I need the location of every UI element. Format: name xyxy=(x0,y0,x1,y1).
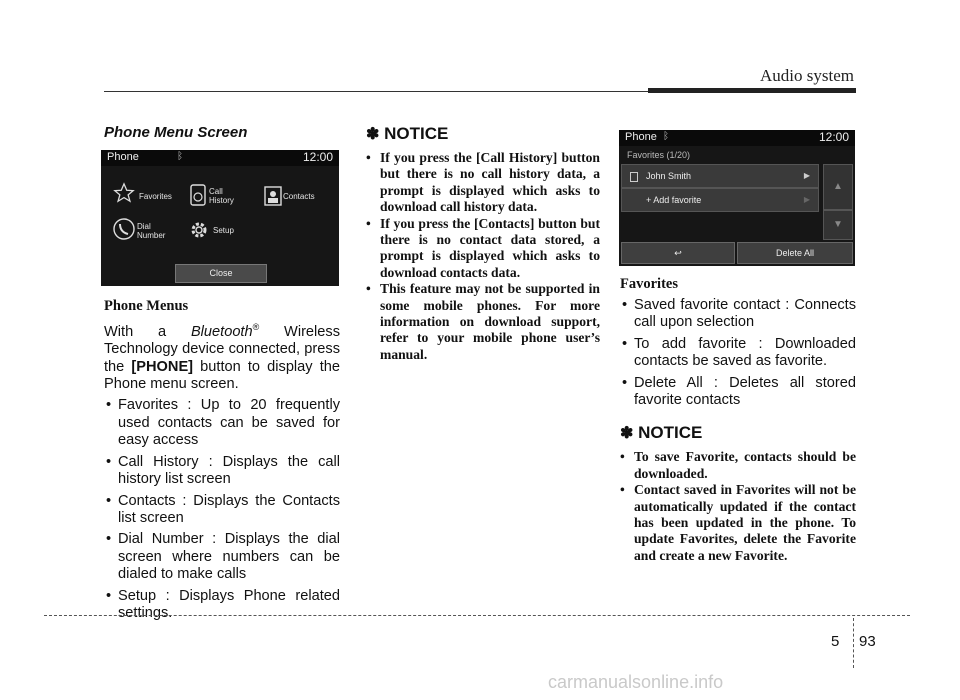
middle-column xyxy=(366,124,600,363)
favorites-count: Favorites (1/20) xyxy=(627,150,691,160)
menu-bullet-list xyxy=(104,397,340,622)
favorites-screenshot xyxy=(619,130,855,266)
list-item: • Contacts : Displays the Contacts list screen xyxy=(104,493,340,528)
list-item: • Contact saved in Favorites will not be automatically updated if the contact has been updated in the phone. To update Favorites, delete the Favorite and create a new Favorite. xyxy=(620,482,856,564)
notice-heading xyxy=(620,423,856,443)
left-body xyxy=(104,292,340,626)
phone-menu-screenshot xyxy=(101,150,339,286)
list-item: • Setup : Displays Phone related settings. xyxy=(104,588,340,623)
star-icon xyxy=(113,182,135,209)
list-item: • If you press the [Contacts] button but there is no contact data stored, a prompt is displayed which asks to download contacts data. xyxy=(366,216,600,282)
delete-all-button: Delete All xyxy=(737,242,853,264)
favorite-row xyxy=(621,164,819,188)
intro-phone-button-text: [PHONE] xyxy=(131,358,194,375)
notice-title: NOTICE xyxy=(638,423,703,443)
tile-contacts: Contacts xyxy=(283,192,315,201)
intro-middle: Wireless Technology device connected, press the xyxy=(104,323,341,375)
list-item: • Delete All : Deletes all stored favorite contacts xyxy=(620,375,856,410)
subheading-favorites: Favorites xyxy=(620,276,678,292)
intro-suffix: button to display the Phone menu screen. xyxy=(104,358,341,393)
watermark: carmanualsonline.info xyxy=(548,672,724,692)
add-favorite-row xyxy=(621,188,819,212)
tile-call-history: Call History xyxy=(209,187,234,205)
tile-setup: Setup xyxy=(213,226,234,235)
notice-title: NOTICE xyxy=(384,124,449,143)
dial-icon xyxy=(113,218,135,245)
list-item: • Favorites : Up to 20 frequently used contacts can be saved for easy access xyxy=(104,397,340,449)
gear-icon xyxy=(189,220,209,245)
section-number: 5 xyxy=(831,633,840,650)
list-item: • Dial Number : Displays the dial screen where numbers can be dialed to make calls xyxy=(104,531,340,583)
notice-list xyxy=(366,150,600,363)
screen-clock: 12:00 xyxy=(302,150,333,164)
notice-star-icon: ✽ xyxy=(620,425,634,443)
arrow-right-icon: ▶ xyxy=(803,171,810,180)
screen-title: Phone xyxy=(625,131,657,143)
intro-prefix: With a xyxy=(104,323,191,340)
arrow-right-icon: ▶ xyxy=(803,195,810,204)
notice-list xyxy=(620,449,856,564)
section-title: Phone Menu Screen xyxy=(104,124,248,141)
screen-title: Phone xyxy=(107,151,139,163)
subheading-phone-menus: Phone Menus xyxy=(104,298,189,314)
call-history-icon xyxy=(189,184,207,211)
list-item: • Call History : Displays the call history list screen xyxy=(104,454,340,489)
list-item: • To save Favorite, contacts should be downloaded. xyxy=(620,449,856,482)
back-icon: ↩ xyxy=(621,242,735,264)
footer-rule xyxy=(44,615,910,616)
list-item: • If you press the [Call History] button but there is no call history data, a prompt is displayed which asks to download call history data. xyxy=(366,150,600,216)
intro-paragraph xyxy=(104,319,340,393)
list-item: • Saved favorite contact : Connects call upon selection xyxy=(620,297,856,332)
running-header: Audio system xyxy=(760,66,854,85)
intro-registered-mark: ® xyxy=(252,322,260,332)
tile-favorites: Favorites xyxy=(139,192,172,201)
close-button: Close xyxy=(175,264,267,283)
notice-heading xyxy=(366,124,600,144)
list-item: • This feature may not be supported in some mobile phones. For more information on download support, refer to your mobile phone user’s manual. xyxy=(366,281,600,363)
contacts-icon xyxy=(264,186,282,211)
add-favorite-label: + Add favorite xyxy=(646,195,702,205)
favorites-bullet-list xyxy=(620,297,856,409)
screen-clock: 12:00 xyxy=(818,130,849,144)
intro-bluetooth: Bluetooth xyxy=(190,323,253,340)
left-column xyxy=(104,124,340,151)
footer-divider xyxy=(853,618,854,668)
contact-icon xyxy=(630,172,638,182)
right-body xyxy=(620,270,856,564)
favorite-name: John Smith xyxy=(646,171,692,181)
page-number: 93 xyxy=(859,633,876,650)
tile-dial-number: Dial Number xyxy=(137,222,166,240)
scroll-down-icon: ▼ xyxy=(823,210,853,240)
bluetooth-icon: ᛒ xyxy=(177,151,183,162)
list-item: • To add favorite : Downloaded contacts be saved as favorite. xyxy=(620,336,856,371)
notice-star-icon: ✽ xyxy=(366,126,380,143)
scroll-up-icon: ▲ xyxy=(823,164,853,210)
header-rule-accent xyxy=(648,88,856,93)
bluetooth-icon: ᛒ xyxy=(663,131,669,142)
